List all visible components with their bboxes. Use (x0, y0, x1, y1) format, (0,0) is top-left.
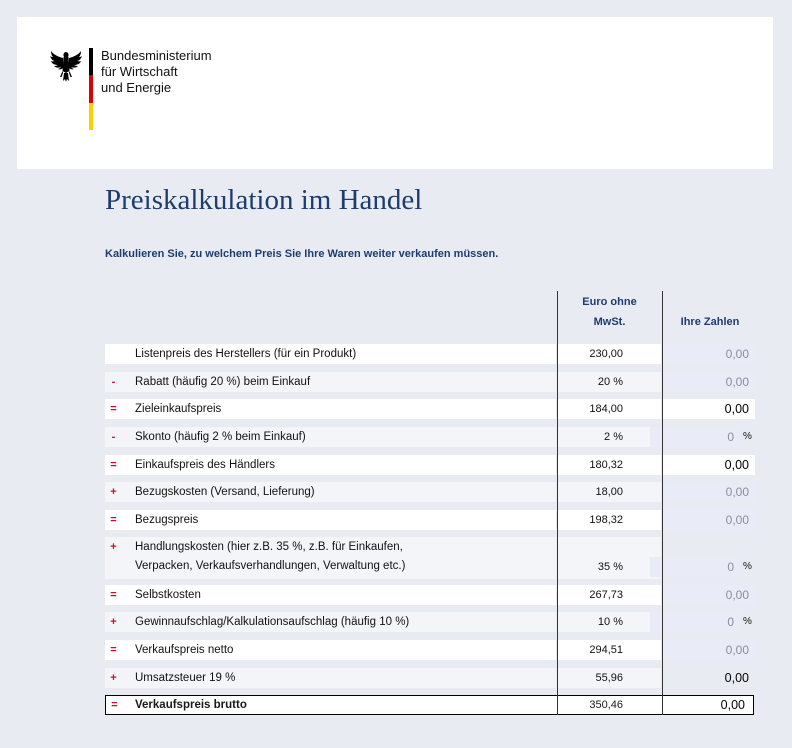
output-verkaufspreis-brutto: 0,00 (720, 698, 745, 712)
input-listenpreis[interactable]: 0,00 (663, 344, 755, 364)
row-operator: + (110, 672, 117, 684)
percent-unit: % (743, 616, 752, 627)
column-divider (662, 291, 663, 715)
row-label-line2: Verpacken, Verkaufsverhandlungen, Verwaltung etc.) (135, 560, 406, 572)
ministry-line-1: Bundesministerium (101, 48, 212, 63)
flag-stripe (89, 48, 93, 130)
row-value: 350,46 (589, 699, 623, 711)
input-handlungskosten[interactable]: 0 (650, 557, 740, 577)
input-rabatt[interactable]: 0,00 (663, 372, 755, 392)
ministry-line-2: für Wirtschaft (101, 64, 178, 79)
row-operator: - (111, 431, 116, 443)
row-label: Bezugspreis (135, 514, 199, 526)
row-label: Bezugskosten (Versand, Lieferung) (135, 486, 315, 498)
row-value: 184,00 (589, 403, 623, 415)
total-row (105, 695, 754, 715)
percent-unit: % (743, 431, 752, 442)
page-title: Preiskalkulation im Handel (105, 184, 423, 216)
row-operator: = (111, 699, 118, 711)
row-operator: = (110, 403, 117, 415)
output-verkaufspreis-netto: 0,00 (663, 640, 755, 660)
input-gewinnaufschlag[interactable]: 0 (650, 612, 740, 632)
row-operator: + (110, 486, 117, 498)
ministry-line-3: und Energie (101, 80, 172, 95)
column-header-euro-line1: Euro ohne (582, 296, 637, 308)
row-value: 55,96 (595, 672, 623, 684)
output-einkaufspreis: 0,00 (663, 455, 755, 475)
row-value: 35 % (597, 561, 623, 573)
row-label: Gewinnaufschlag/Kalkulationsaufschlag (häufig 10 %) (135, 616, 410, 628)
row-operator: = (110, 644, 117, 656)
percent-unit: % (743, 561, 752, 572)
row-label: Listenpreis des Herstellers (für ein Produkt) (135, 348, 357, 360)
row-value: 180,32 (589, 459, 623, 471)
row-value: 18,00 (595, 486, 623, 498)
column-header-euro (558, 292, 661, 332)
output-bezugspreis: 0,00 (663, 510, 755, 530)
output-selbstkosten: 0,00 (663, 585, 755, 605)
output-zieleinkaufspreis: 0,00 (663, 399, 755, 419)
federal-eagle-icon (50, 49, 82, 83)
row-operator: = (110, 459, 117, 471)
row-label: Umsatzsteuer 19 % (135, 672, 236, 684)
row-label: Selbstkosten (135, 589, 201, 601)
row-operator: - (111, 376, 116, 388)
row-operator: + (110, 541, 117, 553)
row-label: Handlungskosten (hier z.B. 35 %, z.B. für Einkaufen, (135, 541, 403, 553)
row-value: 267,73 (589, 589, 623, 601)
row-label: Verkaufspreis netto (135, 644, 234, 656)
row-label: Rabatt (häufig 20 %) beim Einkauf (135, 376, 311, 388)
input-bezugskosten[interactable]: 0,00 (663, 482, 755, 502)
row-label: Skonto (häufig 2 % beim Einkauf) (135, 431, 306, 443)
column-divider (557, 291, 558, 715)
row-value: 2 % (604, 431, 623, 443)
output-umsatzsteuer: 0,00 (724, 671, 749, 685)
ministry-logo-text (101, 48, 212, 96)
row-label: Einkaufspreis des Händlers (135, 459, 275, 471)
column-header-yours: Ihre Zahlen (680, 316, 740, 328)
row-value: 10 % (597, 616, 623, 628)
row-value: 20 % (597, 376, 623, 388)
input-skonto[interactable]: 0 (650, 427, 740, 447)
page-subtitle: Kalkulieren Sie, zu welchem Preis Sie Ihre Waren weiter verkaufen müssen. (105, 248, 499, 260)
row-value: 294,51 (589, 644, 623, 656)
column-header-euro-line2: MwSt. (593, 316, 626, 328)
row-value: 198,32 (589, 514, 623, 526)
row-label: Zieleinkaufspreis (135, 403, 222, 415)
row-operator: = (110, 589, 117, 601)
row-operator: = (110, 514, 117, 526)
row-label: Verkaufspreis brutto (135, 699, 247, 711)
row-value: 230,00 (589, 348, 623, 360)
header-banner (17, 17, 773, 169)
row-operator: + (110, 616, 117, 628)
